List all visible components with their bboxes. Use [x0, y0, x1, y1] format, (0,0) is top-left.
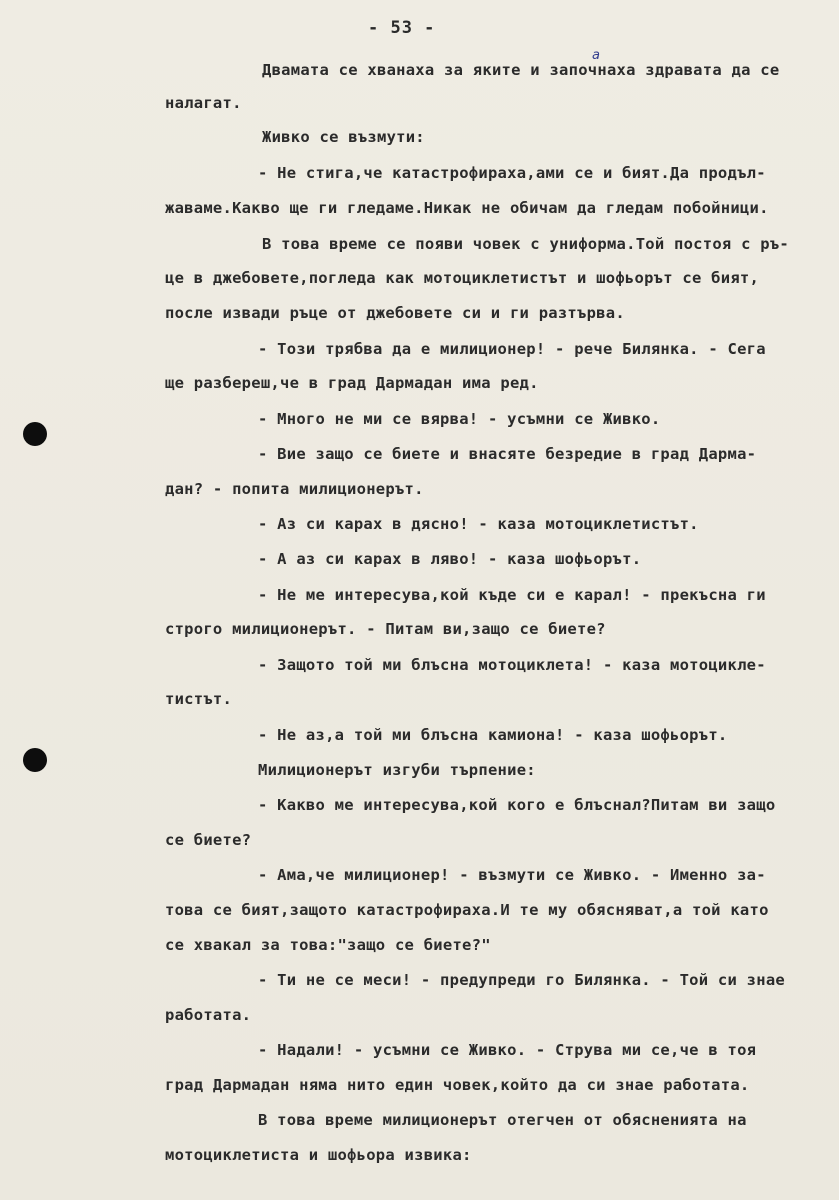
text-line: мотоциклетиста и шофьора извика: [165, 1146, 472, 1164]
text-line: работата. [165, 1006, 252, 1024]
text-line: - Аз си карах в дясно! - каза мотоциклетистът. [258, 515, 699, 533]
text-line: - Много не ми се вярва! - усъмни се Живко. [258, 410, 661, 428]
text-line: ще разбереш,че в град Дармадан има ред. [165, 374, 539, 392]
text-line: - Защото той ми блъсна мотоциклета! - каза мотоцикле- [258, 656, 766, 674]
text-line: - Не стига,че катастрофираха,ами се и бият.Да продъл- [258, 164, 766, 182]
text-line: тистът. [165, 690, 233, 708]
text-line: дан? - попита милиционерът. [165, 480, 424, 498]
text-line: се хвакал за това:"защо се биете?" [165, 936, 491, 954]
text-line: това се бият,защото катастрофираха.И те му обясняват,а той като [165, 901, 769, 919]
punch-hole-bottom [23, 748, 47, 772]
text-line: це в джебовете,погледа как мотоциклетистът и шофьорът се бият, [165, 269, 760, 287]
text-line: град Дармадан няма нито един човек,който да си знае работата. [165, 1076, 750, 1094]
text-line: Милиционерът изгуби търпение: [258, 761, 536, 779]
text-line: налагат. [165, 94, 242, 112]
text-line: строго милиционерът. - Питам ви,защо се биете? [165, 620, 606, 638]
text-line: В това време се появи човек с униформа.Той постоя с ръ- [262, 235, 789, 253]
text-line: - Вие защо се биете и внасяте безредие в град Дарма- [258, 445, 757, 463]
text-line: - Не ме интересува,кой къде си е карал! - прекъсна ги [258, 586, 766, 604]
text-line: В това време милиционерът отегчен от обясненията на [258, 1111, 747, 1129]
text-line: Живко се възмути: [262, 128, 425, 146]
text-line: - А аз си карах в ляво! - каза шофьорът. [258, 550, 642, 568]
text-line: жаваме.Какво ще ги гледаме.Никак не обичам да гледам побойници. [165, 199, 769, 217]
text-line: - Ама,че милиционер! - възмути се Живко. - Именно за- [258, 866, 766, 884]
text-line: - Надали! - усъмни се Живко. - Струва ми се,че в тоя [258, 1041, 757, 1059]
text-line: се биете? [165, 831, 252, 849]
text-line: Двамата се хванаха за яките и започнаха здравата да се [262, 61, 780, 79]
punch-hole-top [23, 422, 47, 446]
page-number: - 53 - [368, 18, 436, 38]
handwritten-correction: а [592, 48, 600, 63]
text-line: - Какво ме интересува,кой кого е блъснал?Питам ви защо [258, 796, 776, 814]
text-line: - Този трябва да е милиционер! - рече Билянка. - Сега [258, 340, 766, 358]
text-line: - Не аз,а той ми блъсна камиона! - каза шофьорът. [258, 726, 728, 744]
text-line: после извади ръце от джебовете си и ги разтърва. [165, 304, 625, 322]
text-line: - Ти не се меси! - предупреди го Билянка. - Той си знае [258, 971, 785, 989]
